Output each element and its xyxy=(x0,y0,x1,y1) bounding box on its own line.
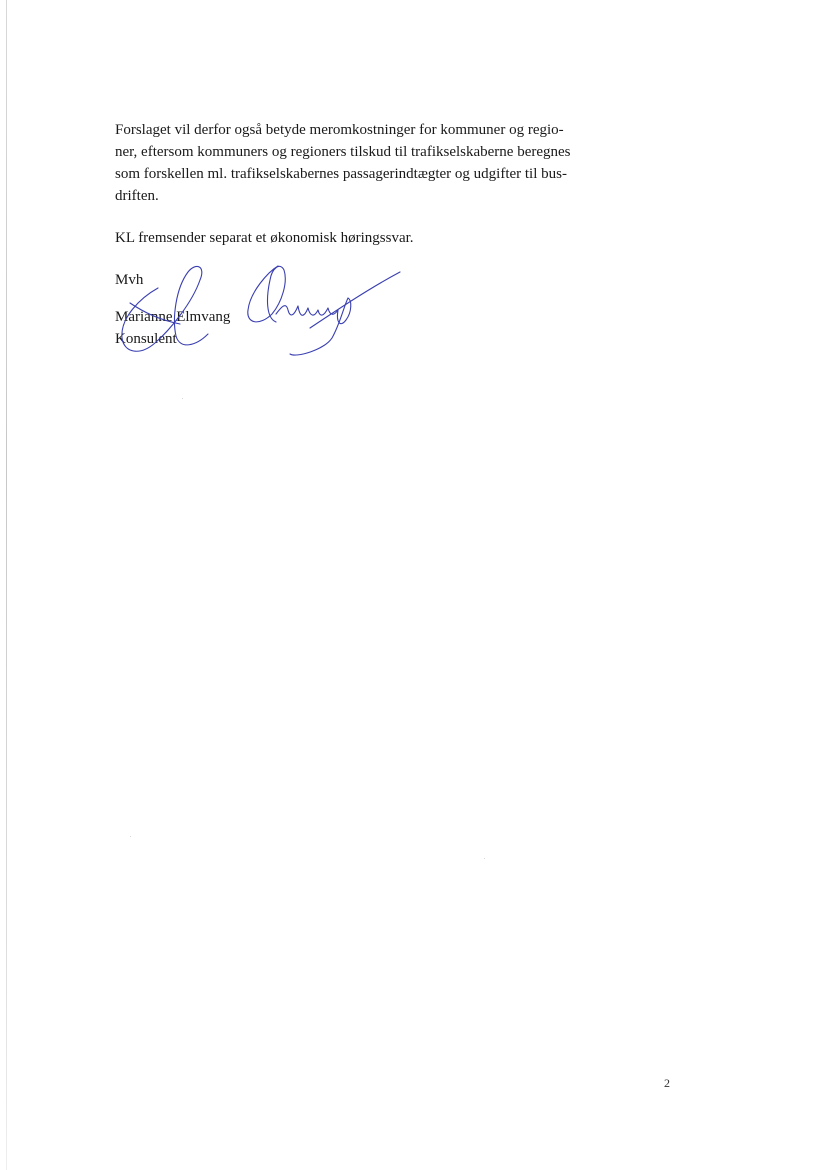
paragraph-economic-response: KL fremsender separat et økonomisk høringssvar. xyxy=(115,230,414,246)
paragraph-line: driften. xyxy=(115,188,159,204)
scan-speck xyxy=(484,858,485,859)
scan-edge-line xyxy=(6,0,7,1170)
paragraph-line: Forslaget vil derfor også betyde meromkostninger for kommuner og regio- xyxy=(115,122,564,138)
paragraph-line: som forskellen ml. trafikselskabernes passagerindtægter og udgifter til bus- xyxy=(115,166,567,182)
paragraph-cost-impact xyxy=(115,119,635,207)
handwritten-signature xyxy=(100,258,420,368)
closing-greeting: Mvh xyxy=(115,272,144,288)
scan-speck xyxy=(130,836,131,837)
signer-name: Marianne Elmvang xyxy=(115,309,231,325)
scan-speck xyxy=(182,398,183,399)
page-number: 2 xyxy=(664,1076,670,1090)
paragraph-line: ner, eftersom kommuners og regioners tilskud til trafikselskaberne beregnes xyxy=(115,144,571,160)
signer-title: Konsulent xyxy=(115,331,177,347)
